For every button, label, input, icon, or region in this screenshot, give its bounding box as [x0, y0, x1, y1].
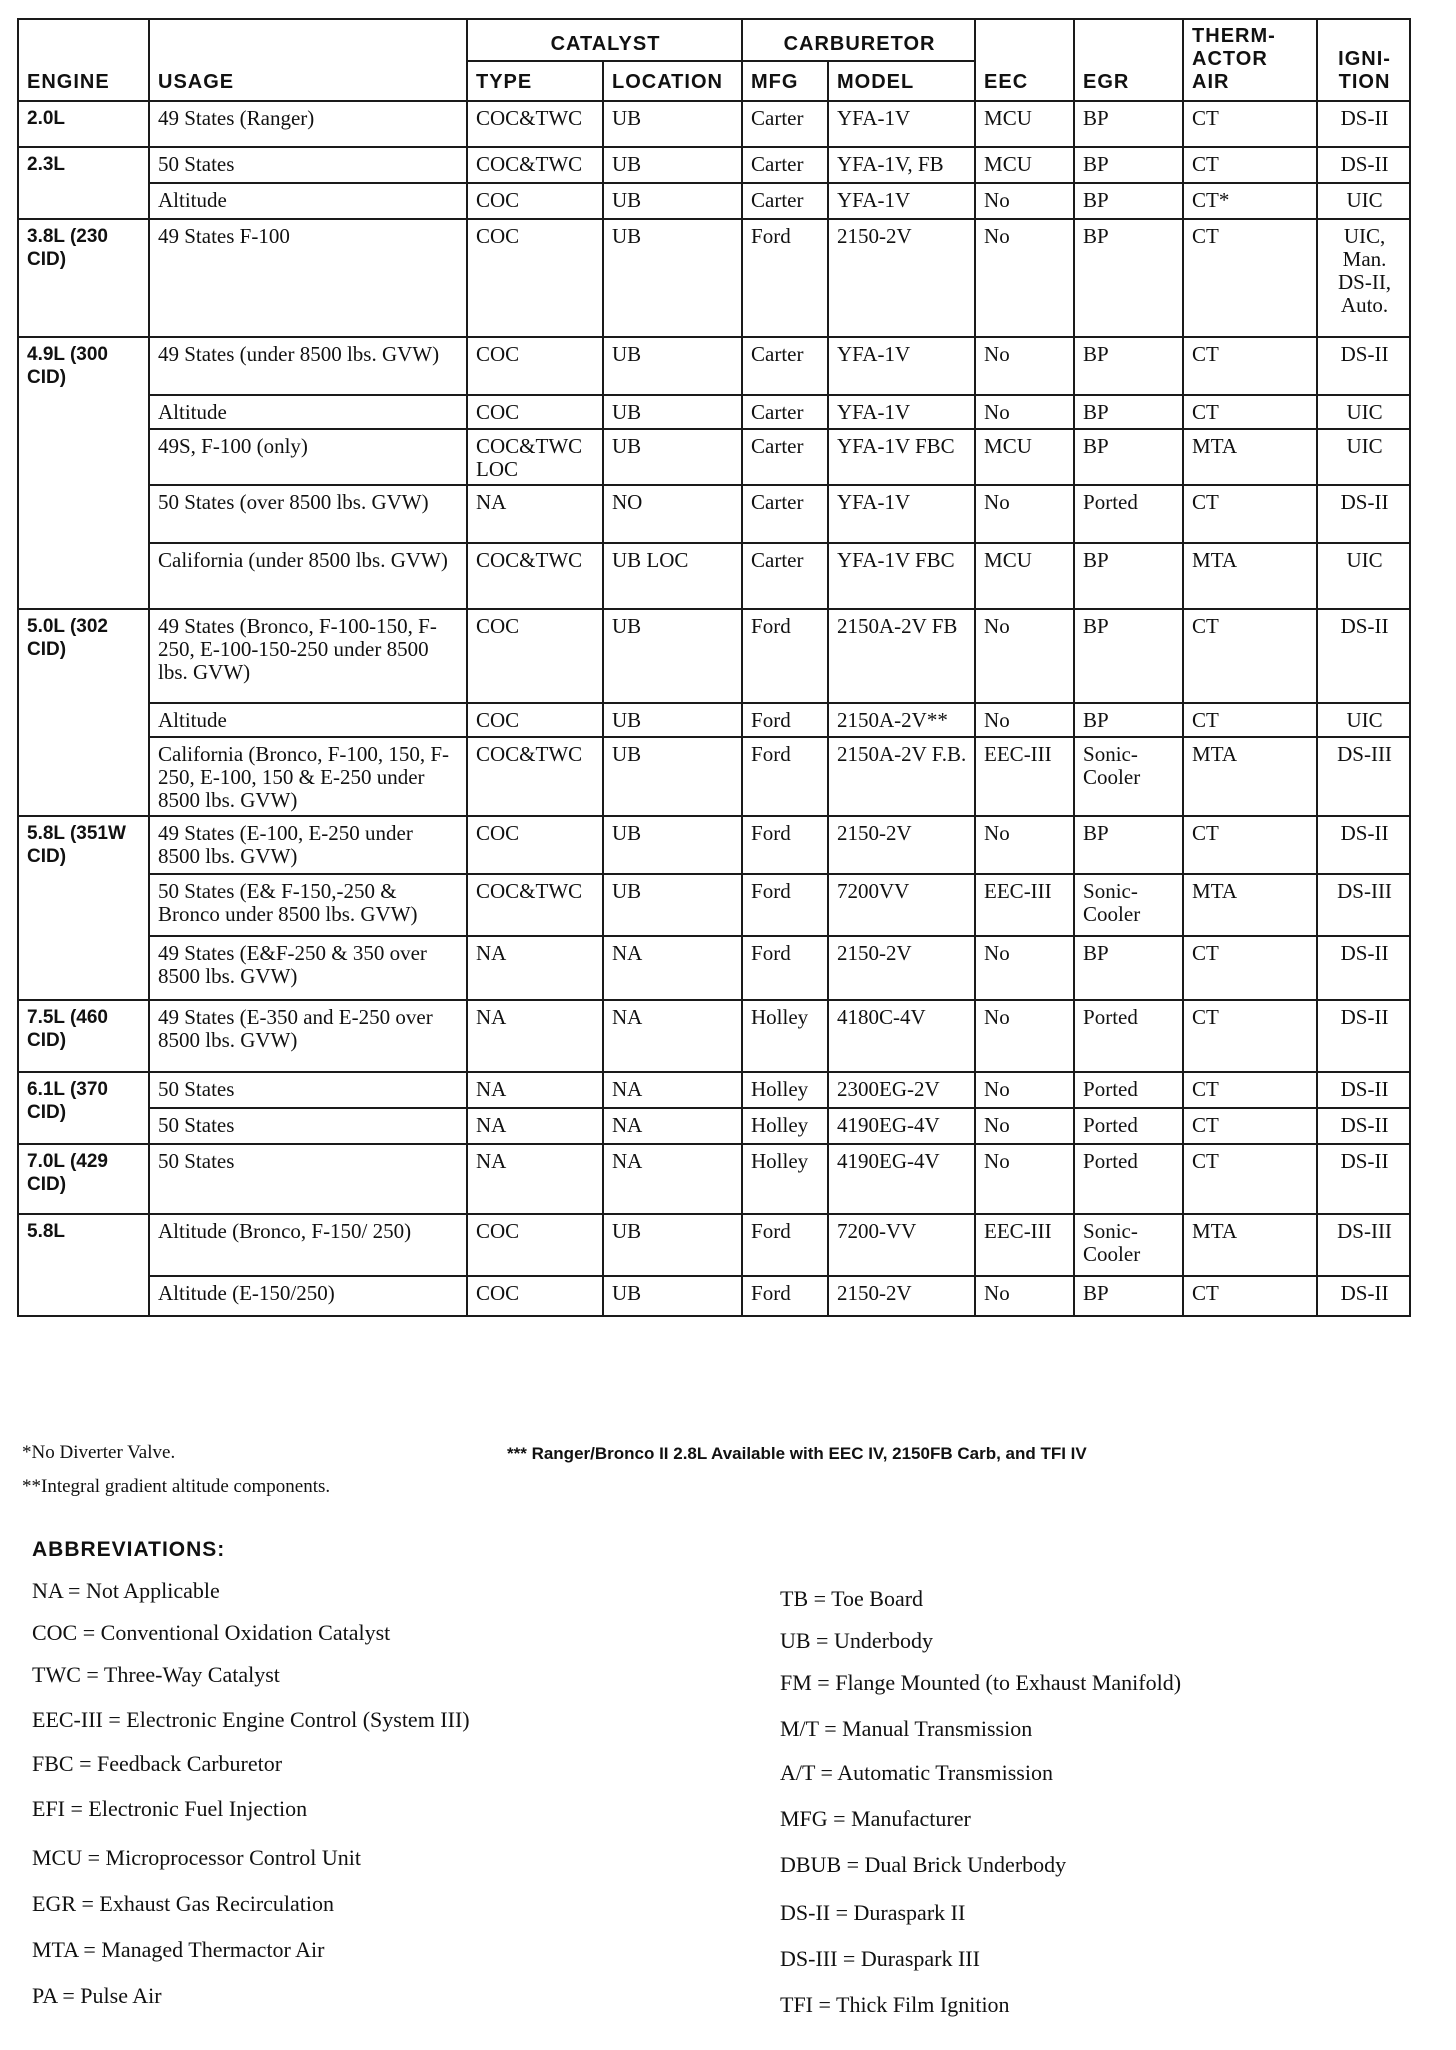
location-cell: UB LOC: [603, 543, 742, 609]
thermactor-cell: MTA: [1183, 429, 1317, 485]
table-row: [18, 219, 1410, 337]
thermactor-cell: CT: [1183, 1276, 1317, 1316]
usage-cell: Altitude: [149, 703, 467, 737]
table-row: [18, 543, 1410, 609]
location-cell: NA: [603, 1000, 742, 1072]
engine-cell: 2.3L: [18, 147, 149, 219]
eec-cell: EEC-III: [975, 737, 1074, 816]
header-catalyst: CATALYST: [467, 19, 742, 61]
egr-cell: Ported: [1074, 485, 1183, 543]
type-cell: NA: [467, 1000, 603, 1072]
egr-cell: BP: [1074, 219, 1183, 337]
model-cell: 2150-2V: [828, 936, 975, 1000]
model-cell: YFA-1V: [828, 485, 975, 543]
abbreviation-item: EGR = Exhaust Gas Recirculation: [32, 1891, 335, 1916]
table-row: [18, 1000, 1410, 1072]
usage-cell: 49 States (under 8500 lbs. GVW): [149, 337, 467, 395]
egr-cell: BP: [1074, 543, 1183, 609]
location-cell: UB: [603, 219, 742, 337]
thermactor-cell: CT: [1183, 147, 1317, 183]
mfg-cell: Carter: [742, 395, 828, 429]
usage-cell: 50 States: [149, 147, 467, 183]
location-cell: NO: [603, 485, 742, 543]
engine-cell: 7.0L (429 CID): [18, 1144, 149, 1214]
model-cell: 7200-VV: [828, 1214, 975, 1276]
table-body: [18, 101, 1410, 1316]
table-row: [18, 1144, 1410, 1214]
mfg-cell: Ford: [742, 219, 828, 337]
eec-cell: No: [975, 1108, 1074, 1144]
mfg-cell: Holley: [742, 1072, 828, 1108]
location-cell: UB: [603, 816, 742, 874]
ignition-cell: DS-II: [1317, 1144, 1410, 1214]
ignition-cell: UIC: [1317, 429, 1410, 485]
ignition-cell: DS-II: [1317, 1072, 1410, 1108]
location-cell: NA: [603, 1144, 742, 1214]
type-cell: COC: [467, 219, 603, 337]
egr-cell: BP: [1074, 183, 1183, 219]
ignition-cell: DS-II: [1317, 147, 1410, 183]
ignition-cell: DS-II: [1317, 485, 1410, 543]
model-cell: 4180C-4V: [828, 1000, 975, 1072]
model-cell: YFA-1V: [828, 183, 975, 219]
eec-cell: No: [975, 703, 1074, 737]
model-cell: YFA-1V: [828, 395, 975, 429]
footnote-ranger: *** Ranger/Bronco II 2.8L Available with EEC IV, 2150FB Carb, and TFI IV: [507, 1444, 1087, 1463]
mfg-cell: Holley: [742, 1144, 828, 1214]
location-cell: UB: [603, 147, 742, 183]
thermactor-cell: CT: [1183, 337, 1317, 395]
egr-cell: Ported: [1074, 1072, 1183, 1108]
ignition-cell: DS-II: [1317, 816, 1410, 874]
eec-cell: No: [975, 816, 1074, 874]
eec-cell: No: [975, 395, 1074, 429]
mfg-cell: Ford: [742, 737, 828, 816]
location-cell: NA: [603, 936, 742, 1000]
usage-cell: 49 States (Bronco, F-100-150, F-250, E-100-150-250 under 8500 lbs. GVW): [149, 609, 467, 703]
location-cell: UB: [603, 1214, 742, 1276]
eec-cell: MCU: [975, 147, 1074, 183]
type-cell: NA: [467, 936, 603, 1000]
table-row: [18, 395, 1410, 429]
abbreviations-title: ABBREVIATIONS:: [32, 1538, 226, 1561]
location-cell: UB: [603, 337, 742, 395]
location-cell: UB: [603, 183, 742, 219]
model-cell: 2150A-2V F.B.: [828, 737, 975, 816]
table-row: [18, 147, 1410, 183]
table-row: [18, 101, 1410, 147]
footnote-no-diverter: *No Diverter Valve.: [22, 1442, 176, 1463]
eec-cell: No: [975, 337, 1074, 395]
eec-cell: MCU: [975, 429, 1074, 485]
engine-cell: 2.0L: [18, 101, 149, 147]
usage-cell: 49 States (E-350 and E-250 over 8500 lbs. GVW): [149, 1000, 467, 1072]
engine-cell: 5.8L (351W CID): [18, 816, 149, 1000]
ignition-cell: UIC: [1317, 395, 1410, 429]
thermactor-cell: CT: [1183, 1108, 1317, 1144]
ignition-cell: DS-III: [1317, 1214, 1410, 1276]
egr-cell: Sonic-Cooler: [1074, 737, 1183, 816]
ignition-cell: DS-III: [1317, 737, 1410, 816]
type-cell: COC: [467, 609, 603, 703]
mfg-cell: Ford: [742, 874, 828, 936]
egr-cell: BP: [1074, 147, 1183, 183]
model-cell: YFA-1V: [828, 101, 975, 147]
header-carburetor: CARBURETOR: [742, 19, 975, 61]
mfg-cell: Holley: [742, 1000, 828, 1072]
egr-cell: Ported: [1074, 1144, 1183, 1214]
type-cell: NA: [467, 1144, 603, 1214]
abbreviation-item: UB = Underbody: [780, 1628, 933, 1653]
abbreviation-item: TWC = Three-Way Catalyst: [32, 1662, 280, 1687]
location-cell: UB: [603, 101, 742, 147]
type-cell: COC: [467, 337, 603, 395]
egr-cell: BP: [1074, 1276, 1183, 1316]
table-row: [18, 816, 1410, 874]
engine-cell: 5.0L (302 CID): [18, 609, 149, 816]
engine-cell: 7.5L (460 CID): [18, 1000, 149, 1072]
table-row: [18, 337, 1410, 395]
abbreviation-item: MCU = Microprocessor Control Unit: [32, 1845, 361, 1870]
type-cell: COC: [467, 395, 603, 429]
mfg-cell: Ford: [742, 1276, 828, 1316]
engine-cell: 3.8L (230 CID): [18, 219, 149, 337]
table-row: [18, 737, 1410, 816]
table-row: [18, 609, 1410, 703]
egr-cell: BP: [1074, 337, 1183, 395]
egr-cell: Sonic-Cooler: [1074, 1214, 1183, 1276]
ignition-cell: UIC: [1317, 183, 1410, 219]
eec-cell: No: [975, 1276, 1074, 1316]
abbreviation-item: DBUB = Dual Brick Underbody: [780, 1852, 1067, 1877]
ignition-cell: DS-III: [1317, 874, 1410, 936]
type-cell: COC&TWC: [467, 101, 603, 147]
mfg-cell: Carter: [742, 183, 828, 219]
usage-cell: Altitude: [149, 395, 467, 429]
mfg-cell: Carter: [742, 101, 828, 147]
mfg-cell: Carter: [742, 543, 828, 609]
table-row: [18, 1214, 1410, 1276]
location-cell: UB: [603, 874, 742, 936]
header-egr: EGR: [1074, 19, 1183, 101]
location-cell: UB: [603, 395, 742, 429]
header-type: TYPE: [467, 61, 603, 101]
ignition-cell: DS-II: [1317, 1276, 1410, 1316]
type-cell: COC: [467, 1214, 603, 1276]
abbreviation-item: A/T = Automatic Transmission: [780, 1760, 1053, 1785]
type-cell: COC&TWC LOC: [467, 429, 603, 485]
ignition-cell: DS-II: [1317, 101, 1410, 147]
usage-cell: 50 States: [149, 1108, 467, 1144]
location-cell: UB: [603, 737, 742, 816]
model-cell: 2150-2V: [828, 219, 975, 337]
usage-cell: 50 States (E& F-150,-250 & Bronco under 8500 lbs. GVW): [149, 874, 467, 936]
mfg-cell: Carter: [742, 485, 828, 543]
thermactor-cell: MTA: [1183, 1214, 1317, 1276]
location-cell: UB: [603, 609, 742, 703]
header-mfg: MFG: [742, 61, 828, 101]
usage-cell: 49 States (E&F-250 & 350 over 8500 lbs. GVW): [149, 936, 467, 1000]
egr-cell: BP: [1074, 936, 1183, 1000]
table-row: [18, 1108, 1410, 1144]
model-cell: 2300EG-2V: [828, 1072, 975, 1108]
eec-cell: MCU: [975, 101, 1074, 147]
eec-cell: No: [975, 485, 1074, 543]
model-cell: 2150A-2V FB: [828, 609, 975, 703]
abbreviation-item: TFI = Thick Film Ignition: [780, 1992, 1010, 2017]
usage-cell: 50 States: [149, 1072, 467, 1108]
thermactor-cell: MTA: [1183, 543, 1317, 609]
eec-cell: No: [975, 1000, 1074, 1072]
location-cell: UB: [603, 1276, 742, 1316]
abbreviation-item: MTA = Managed Thermactor Air: [32, 1937, 325, 1962]
usage-cell: 50 States: [149, 1144, 467, 1214]
usage-cell: Altitude: [149, 183, 467, 219]
egr-cell: Sonic-Cooler: [1074, 874, 1183, 936]
usage-cell: California (under 8500 lbs. GVW): [149, 543, 467, 609]
table-row: [18, 703, 1410, 737]
header-thermactor: THERM-ACTOR AIR: [1183, 19, 1317, 101]
location-cell: UB: [603, 429, 742, 485]
eec-cell: No: [975, 1144, 1074, 1214]
usage-cell: 49 States (Ranger): [149, 101, 467, 147]
engine-cell: 6.1L (370 CID): [18, 1072, 149, 1144]
mfg-cell: Carter: [742, 429, 828, 485]
abbreviation-item: M/T = Manual Transmission: [780, 1716, 1033, 1741]
table-row: [18, 1276, 1410, 1316]
model-cell: YFA-1V: [828, 337, 975, 395]
eec-cell: EEC-III: [975, 1214, 1074, 1276]
egr-cell: BP: [1074, 395, 1183, 429]
engine-cell: 5.8L: [18, 1214, 149, 1316]
model-cell: YFA-1V, FB: [828, 147, 975, 183]
usage-cell: Altitude (E-150/250): [149, 1276, 467, 1316]
table-row: [18, 874, 1410, 936]
type-cell: COC: [467, 816, 603, 874]
ignition-cell: DS-II: [1317, 1000, 1410, 1072]
thermactor-cell: CT: [1183, 101, 1317, 147]
model-cell: 7200VV: [828, 874, 975, 936]
usage-cell: Altitude (Bronco, F-150/ 250): [149, 1214, 467, 1276]
model-cell: 2150-2V: [828, 1276, 975, 1316]
mfg-cell: Holley: [742, 1108, 828, 1144]
model-cell: YFA-1V FBC: [828, 543, 975, 609]
egr-cell: BP: [1074, 101, 1183, 147]
thermactor-cell: CT: [1183, 703, 1317, 737]
model-cell: 4190EG-4V: [828, 1144, 975, 1214]
abbreviation-item: TB = Toe Board: [780, 1586, 924, 1611]
type-cell: NA: [467, 1072, 603, 1108]
eec-cell: No: [975, 1072, 1074, 1108]
thermactor-cell: MTA: [1183, 874, 1317, 936]
egr-cell: BP: [1074, 429, 1183, 485]
table-row: [18, 183, 1410, 219]
type-cell: NA: [467, 485, 603, 543]
type-cell: COC&TWC: [467, 737, 603, 816]
ignition-cell: DS-II: [1317, 337, 1410, 395]
ignition-cell: DS-II: [1317, 609, 1410, 703]
header-usage: USAGE: [149, 19, 467, 101]
thermactor-cell: CT: [1183, 219, 1317, 337]
abbreviation-item: COC = Conventional Oxidation Catalyst: [32, 1620, 391, 1645]
header-model: MODEL: [828, 61, 975, 101]
mfg-cell: Ford: [742, 609, 828, 703]
eec-cell: EEC-III: [975, 874, 1074, 936]
abbreviation-item: FBC = Feedback Carburetor: [32, 1751, 283, 1776]
footnote-integral: **Integral gradient altitude components.: [22, 1476, 331, 1497]
abbreviation-item: PA = Pulse Air: [32, 1983, 162, 2008]
eec-cell: No: [975, 609, 1074, 703]
eec-cell: MCU: [975, 543, 1074, 609]
usage-cell: 49S, F-100 (only): [149, 429, 467, 485]
ignition-cell: DS-II: [1317, 936, 1410, 1000]
thermactor-cell: CT: [1183, 609, 1317, 703]
thermactor-cell: CT*: [1183, 183, 1317, 219]
abbreviation-item: NA = Not Applicable: [32, 1578, 220, 1603]
header-eec: EEC: [975, 19, 1074, 101]
egr-cell: BP: [1074, 816, 1183, 874]
usage-cell: 49 States F-100: [149, 219, 467, 337]
usage-cell: 49 States (E-100, E-250 under 8500 lbs. GVW): [149, 816, 467, 874]
thermactor-cell: CT: [1183, 936, 1317, 1000]
location-cell: NA: [603, 1108, 742, 1144]
engine-cell: 4.9L (300 CID): [18, 337, 149, 609]
table-row: [18, 429, 1410, 485]
egr-cell: BP: [1074, 609, 1183, 703]
type-cell: COC&TWC: [467, 147, 603, 183]
thermactor-cell: CT: [1183, 1072, 1317, 1108]
mfg-cell: Ford: [742, 1214, 828, 1276]
eec-cell: No: [975, 936, 1074, 1000]
usage-cell: 50 States (over 8500 lbs. GVW): [149, 485, 467, 543]
abbreviation-item: FM = Flange Mounted (to Exhaust Manifold): [780, 1670, 1182, 1695]
thermactor-cell: CT: [1183, 395, 1317, 429]
table-row: [18, 936, 1410, 1000]
thermactor-cell: CT: [1183, 816, 1317, 874]
ignition-cell: DS-II: [1317, 1108, 1410, 1144]
ignition-cell: UIC: [1317, 703, 1410, 737]
type-cell: COC: [467, 183, 603, 219]
header-location: LOCATION: [603, 61, 742, 101]
abbreviation-item: DS-II = Duraspark II: [780, 1900, 966, 1925]
model-cell: YFA-1V FBC: [828, 429, 975, 485]
table-row: [18, 485, 1410, 543]
egr-cell: Ported: [1074, 1108, 1183, 1144]
location-cell: UB: [603, 703, 742, 737]
type-cell: COC&TWC: [467, 543, 603, 609]
type-cell: COC: [467, 1276, 603, 1316]
thermactor-cell: CT: [1183, 1144, 1317, 1214]
type-cell: NA: [467, 1108, 603, 1144]
eec-cell: No: [975, 183, 1074, 219]
thermactor-cell: MTA: [1183, 737, 1317, 816]
thermactor-cell: CT: [1183, 1000, 1317, 1072]
abbreviation-item: DS-III = Duraspark III: [780, 1946, 980, 1971]
model-cell: 2150-2V: [828, 816, 975, 874]
mfg-cell: Ford: [742, 816, 828, 874]
mfg-cell: Carter: [742, 147, 828, 183]
abbreviation-item: EFI = Electronic Fuel Injection: [32, 1796, 308, 1821]
table-row: [18, 1072, 1410, 1108]
ignition-cell: UIC: [1317, 543, 1410, 609]
egr-cell: BP: [1074, 703, 1183, 737]
eec-cell: No: [975, 219, 1074, 337]
mfg-cell: Ford: [742, 936, 828, 1000]
abbreviation-item: EEC-III = Electronic Engine Control (System III): [32, 1707, 470, 1732]
emissions-table: [17, 18, 1411, 1317]
mfg-cell: Ford: [742, 703, 828, 737]
type-cell: COC: [467, 703, 603, 737]
thermactor-cell: CT: [1183, 485, 1317, 543]
model-cell: 4190EG-4V: [828, 1108, 975, 1144]
egr-cell: Ported: [1074, 1000, 1183, 1072]
ignition-cell: UIC, Man. DS-II, Auto.: [1317, 219, 1410, 337]
header-ignition: IGNI-TION: [1317, 19, 1410, 101]
type-cell: COC&TWC: [467, 874, 603, 936]
location-cell: NA: [603, 1072, 742, 1108]
abbreviation-item: MFG = Manufacturer: [780, 1806, 971, 1831]
mfg-cell: Carter: [742, 337, 828, 395]
header-engine: ENGINE: [18, 19, 149, 101]
model-cell: 2150A-2V**: [828, 703, 975, 737]
usage-cell: California (Bronco, F-100, 150, F-250, E-100, 150 & E-250 under 8500 lbs. GVW): [149, 737, 467, 816]
